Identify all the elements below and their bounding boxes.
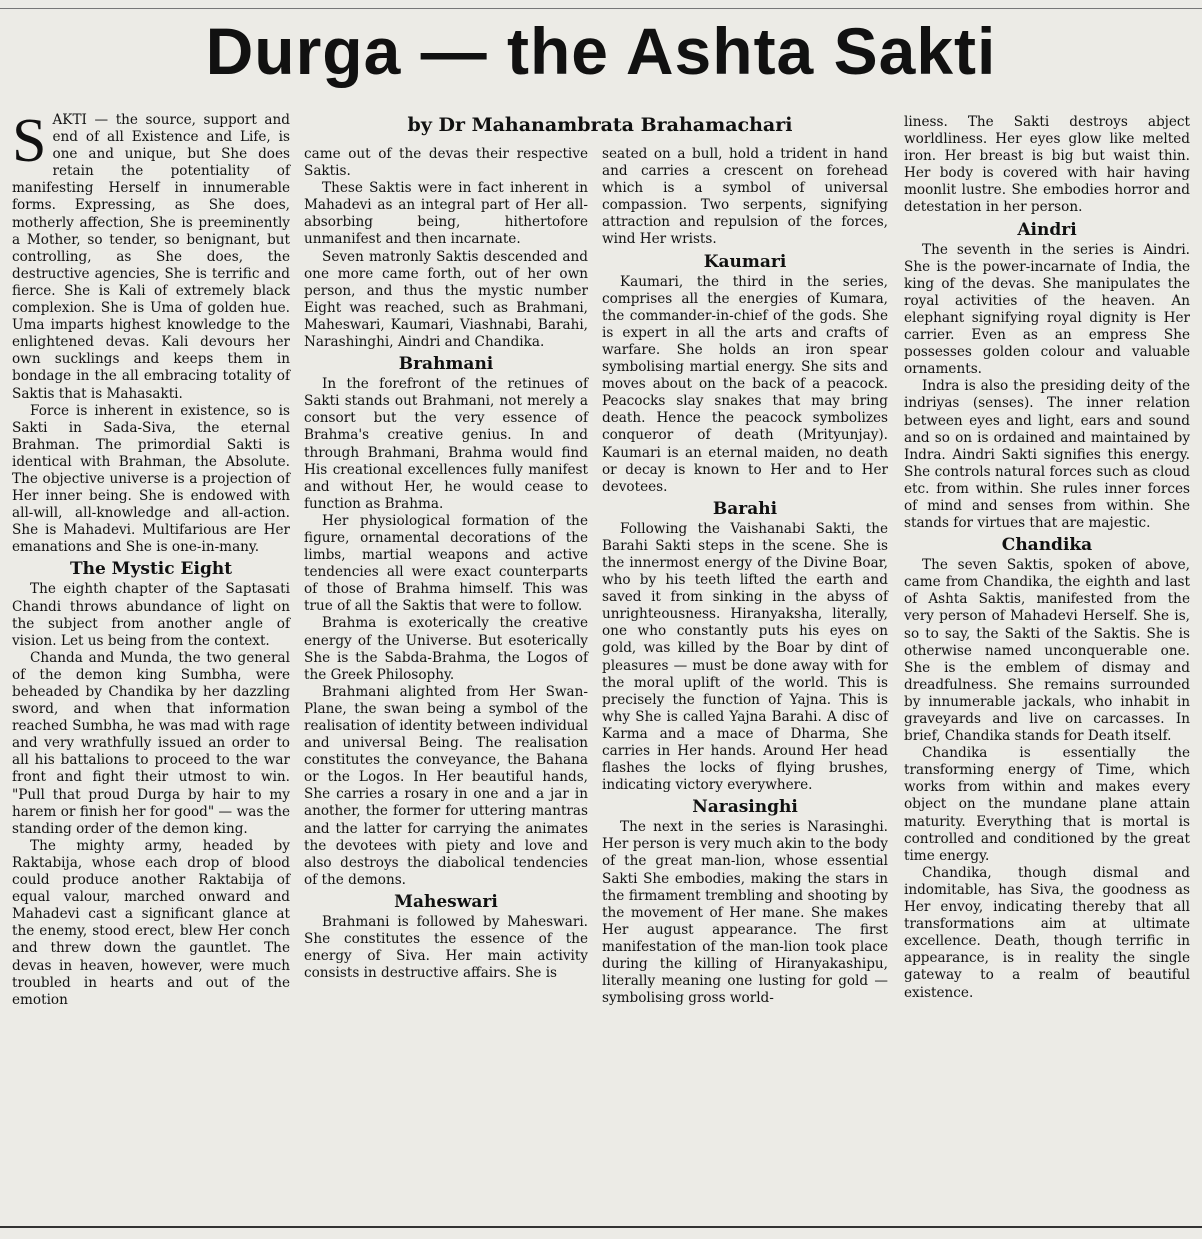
paragraph: Kaumari, the third in the series, comprises all the energies of Kumara, the commander-in-chief of the gods. She is expert in all the arts and crafts of warfare. She holds an iron spear symbolising martial energy. She sits and moves about on the back of a peacock. Peacocks slay snakes that may bring death. Hence the peacock symbolizes conqueror of death (Mrityunjay). Kaumari is an eternal maiden, no death or decay is known to Her and to Her devotees. — [602, 273, 888, 495]
paragraph: In the forefront of the retinues of Sakti stands out Brahmani, not merely a consort but the very essence of Brahma's creative genius. In and through Brahmani, Brahma would find His creational excellences fully manifest and without Her, he would cease to function as Brahma. — [304, 376, 588, 512]
paragraph: Chandika, though dismal and indomitable, has Siva, the goodness as Her envoy, indicating thereby that all transformations aim at ultimate excellence. Death, though terrific in appearance, is in reality the single gateway to a realm of beautiful existence. — [904, 864, 1190, 1001]
drop-cap: S — [12, 107, 47, 175]
paragraph: Chandika is essentially the transforming energy of Time, which works from within and makes every object on the mundane plane attain maturity. Everything that is mortal is controlled and conditioned by the great time energy. — [904, 745, 1190, 864]
paragraph: Indra is also the presiding deity of the indriyas (senses). The inner relation between eyes and light, ears and sound and so on is ordained and maintained by Indra. Aindri Sakti signifies this energy. She controls natural forces such as cloud etc. from within. She rules inner forces of mind and senses from within. She stands for virtues that are majestic. — [904, 378, 1190, 532]
paragraph: Following the Vaishanabi Sakti, the Barahi Sakti steps in the scene. She is the innermost energy of the Divine Boar, who by his teeth lifted the earth and saved it from sinking in the abyss of unrighteousness. Hiranyaksha, literally, one who constantly puts his eyes on gold, was killed by the Boar by dint of pleasures — must be done away with for the moral uplift of the world. This is precisely the function of Yajna. This is why She is called Yajna Barahi. A disc of Karma and a mace of Dharma, She carries in Her hands. Around Her head flashes the locks of flying brushes, indicating victory everywhere. — [602, 520, 888, 794]
paragraph: Her physiological formation of the figure, ornamental decorations of the limbs, martial weapons and active tendencies all were exact counterparts of those of Brahma himself. This was true of all the Saktis that were to follow. — [304, 512, 588, 615]
paragraph: AKTI — the source, support and end of all Existence and Life, is one and unique, but She does retain the potentiality of manifesting Herself in innumerable forms. Expressing, as She does, motherly affection, She is preeminently a Mother, so tender, so benignant, but controlling, as She does, the destructive agencies, She is terrific and fierce. She is Kali of extremely black complexion. She is Uma of golden hue. Uma imparts highest knowledge to the enlightened devas. Kali devours her own sucklings and keeps them in bondage in the all embracing totality of Saktis that is Mahasakti. — [12, 112, 290, 402]
subheading-aindri: Aindri — [1017, 219, 1077, 240]
paragraph: The next in the series is Narasinghi. Her person is very much akin to the body of the great man-lion, whose essential Sakti She embodies, making the stars in the firmament trembling and shooting by the movement of Her mane. She makes Her august appearance. The first manifestation of the man-lion took place during the killing of Hiranyakashipu, literally meaning one lusting for gold — symbolising gross world- — [602, 819, 888, 1007]
paragraph: Force is inherent in existence, so is Sakti in Sada-Siva, the eternal Brahman. The primordial Sakti is identical with Brahman, the Absolute. The objective universe is a projection of Her inner being. She is endowed with all-will, all-knowledge and all-action. She is Mahadevi. Multifarious are Her emanations and She is one-in-many. — [12, 402, 290, 556]
column-4 — [904, 114, 1190, 1002]
column-2 — [304, 146, 588, 982]
paragraph: Chanda and Munda, the two general of the demon king Sumbha, were beheaded by Chandika by her dazzling sword, and when that information reached Sumbha, he was mad with rage and very wrathfully issued an order to all his battalions to proceed to the war front and fight their utmost to win. "Pull that proud Durga by hair to my harem or finish her for good" — was the standing order of the demon king. — [12, 649, 290, 837]
subheading-brahmani: Brahmani — [398, 354, 494, 375]
article-byline: by Dr Mahanambrata Brahamachari — [407, 114, 793, 136]
paragraph: These Saktis were in fact inherent in Mahadevi as an integral part of Her all-absorbing being, hithertofore unmanifest and then incarnate. — [304, 180, 588, 248]
paragraph: The seventh in the series is Aindri. She is the power-incarnate of India, the king of the devas. She manipulates the royal activities of the heaven. An elephant signifying royal dignity is Her carrier. Even as an empress She possesses golden colour and valuable ornaments. — [904, 241, 1190, 378]
article-title: Durga — the Ashta Sakti — [205, 14, 997, 88]
subheading-barahi: Barahi — [712, 498, 778, 519]
column-3 — [602, 146, 888, 1007]
paragraph: Brahma is exoterically the creative energy of the Universe. But esoterically She is the Sabda-Brahma, the Logos of the Greek Philosophy. — [304, 615, 588, 683]
paragraph: The mighty army, headed by Raktabija, whose each drop of blood could produce another Raktabija of equal valour, marched onward and Mahadevi cast a significant glance at the enemy, stood erect, blew Her conch and threw down the gauntlet. The devas in heaven, however, were much troubled in hearts and out of the emotion — [12, 837, 290, 1008]
subheading-maheswari: Maheswari — [394, 891, 498, 912]
subheading-mystic-eight: The Mystic Eight — [69, 559, 233, 580]
paragraph: Brahmani is followed by Maheswari. She constitutes the essence of the energy of Siva. Her main activity consists in destructive affairs. She is — [304, 913, 588, 982]
paragraph: Seven matronly Saktis descended and one more came forth, out of her own person, and thus the mystic number Eight was reached, such as Brahmani, Maheswari, Kaumari, Viashnabi, Barahi, Narashinghi, Aindri and Chandika. — [304, 248, 588, 351]
subheading-kaumari: Kaumari — [703, 251, 787, 272]
bottom-rule — [0, 1226, 1202, 1228]
paragraph: liness. The Sakti destroys abject worldliness. Her eyes glow like melted iron. Her breast is big but waist thin. Her body is covered with hair having moonlit lustre. She embodies horror and detestation in her person. — [904, 114, 1190, 216]
paragraph: The eighth chapter of the Saptasati Chandi throws abundance of light on the subject from another angle of vision. Let us being from the context. — [12, 581, 290, 649]
paragraph: came out of the devas their respective Saktis. — [304, 146, 588, 180]
column-1 — [12, 107, 290, 1009]
subheading-narasinghi: Narasinghi — [692, 797, 798, 818]
paragraph: The seven Saktis, spoken of above, came from Chandika, the eighth and last of Ashta Saktis, manifested from the very person of Mahadevi Herself. She is, so to say, the Sakti of the Saktis. She is otherwise named unconquerable one. She is the emblem of dismay and dreadfulness. She remains surrounded by innumerable jackals, who inhabit in graveyards and live on carcasses. In brief, Chandika stands for Death itself. — [904, 557, 1190, 745]
paragraph: seated on a bull, hold a trident in hand and carries a crescent on forehead which is a symbol of universal compassion. Two serpents, signifying attraction and repulsion of the forces, wind Her wrists. — [602, 146, 888, 248]
paragraph: Brahmani alighted from Her Swan-Plane, the swan being a symbol of the realisation of identity between individual and universal Being. The realisation constitutes the conveyance, the Bahana or the Logos. In Her beautiful hands, She carries a rosary in one and a jar in another, the former for uttering mantras and the latter for carrying the animates the devotees with piety and love and also destroys the diabolical tendencies of the demons. — [304, 683, 588, 888]
subheading-chandika: Chandika — [1001, 535, 1093, 556]
